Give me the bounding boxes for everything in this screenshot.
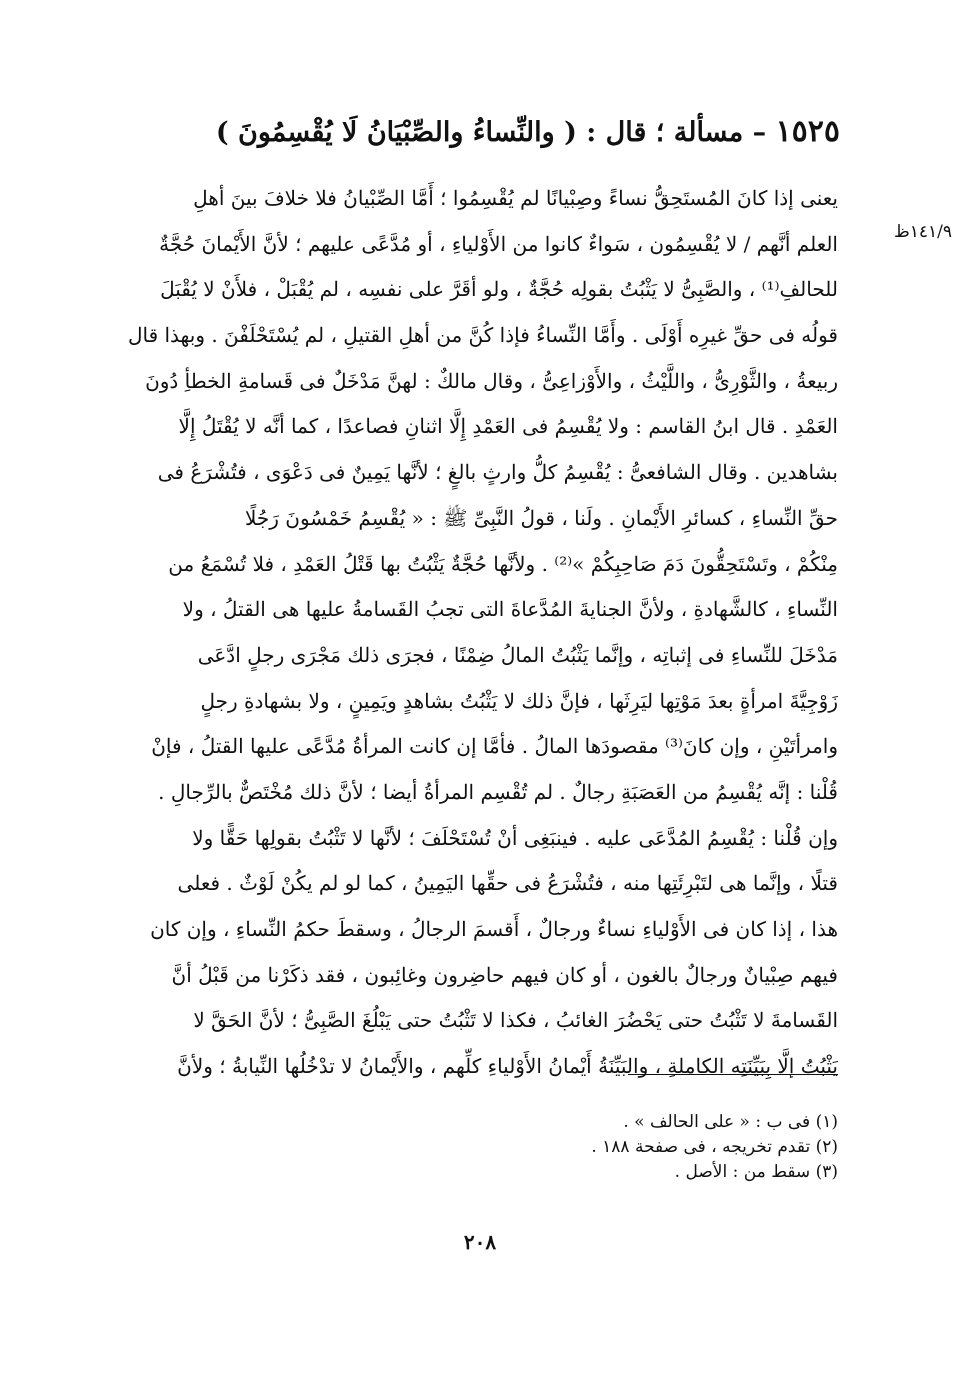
- issue-title: – مسألة ؛ قال : ( والنِّساءُ والصِّبْيَانُ لَا يُقْسِمُونَ ): [215, 117, 767, 148]
- section-heading: [150, 112, 840, 153]
- text-line: مَدْخَلَ للنِّساءِ فى إثباتِه ، وإنَّما يَثْبُتُ المالُ ضِمْنًا ، فجرَى ذلك مَجْرَى رجلٍ ادَّعَى: [197, 642, 838, 667]
- footnote: (١) فى ب : « على الحالف » .: [623, 1112, 838, 1132]
- text-line: قُلْنا : إنَّه يُقْسِمُ من العَصَبَةِ رجالٌ . لم تُقْسِم المرأةُ أيضا ؛ لأنَّ ذلك مُخْتَصٌّ بالرِّجالِ .: [158, 779, 838, 804]
- body-text: [115, 176, 838, 1090]
- text-line: النِّساءِ ، كالشَّهادةِ ، ولأنَّ الجنايةَ المُدَّعاةَ التى تجبُ القَسامةُ عليها هى القتلُ ، ولا: [182, 597, 838, 622]
- text-line: وإن قُلْنا : يُقْسِمُ المُدَّعَى عليه . فينبَغِى أنْ تُسْتَحْلَفَ ؛ لأنَّها لا تَثْبُتُ بقولِها حَقًّا ولا: [192, 825, 838, 850]
- manuscript-folio-note: ١٤١/٩ظ: [894, 222, 952, 242]
- text-line: حقِّ النِّساءِ ، كسائرِ الأَيْمانِ . ولَنا ، قولُ النَّبِىِّ ﷺ : « يُقْسِمُ خَمْسُونَ رَجُلًا: [244, 505, 838, 530]
- footnotes: [400, 1110, 838, 1185]
- text-line: يعنى إذا كانَ المُستَحِقُّ نساءً وصِبْيانًا لم يُقْسِمُوا ؛ أَمَّا الصِّبْيانُ فلا خلافَ بينَ أهلِ: [193, 186, 838, 210]
- text-line: ربيعةُ ، والثَّوْرِىُّ ، واللَّيْثُ ، والأَوْزاعِىُّ ، وقال مالكٌ : لهنَّ مَدْخَلٌ فى قَسامةِ الخطأِ دُونَ: [145, 368, 838, 393]
- footnote-divider: [628, 1074, 838, 1075]
- footnote: (٢) تقدم تخريجه ، فى صفحة ١٨٨ .: [591, 1137, 838, 1157]
- text-line: زَوْجِيَّةَ امرأةٍ بعدَ مَوْتِها ليَرِثَها ، فإنَّ ذلك لا يَثْبُتُ بشاهدٍ ويَمِينٍ ، ولا بشهادةِ رجلٍ: [200, 688, 838, 713]
- text-line: بشاهدين . وقال الشافعىُّ : يُقْسِمُ كلُّ وارثٍ بالغٍ ؛ لأنَّها يَمِينٌ فى دَعْوَى ، فتُشْرَعُ فى: [157, 460, 838, 485]
- text-line: مِنْكُمْ ، وتَسْتَحِقُّونَ دَمَ صَاحِبِكُمْ »⁽²⁾ . ولأنَّها حُجَّةٌ يَثْبُتُ بها قَتْلُ العَمْدِ ، فلا تُسْمَعُ من: [168, 551, 838, 576]
- text-line: هذا ، إذا كان فى الأَوْلياءِ نساءٌ ورجالٌ ، أَقسمَ الرجالُ ، وسقطَ حكمُ النِّساءِ ، وإن كان: [150, 917, 838, 941]
- text-line: فيهم صِبْيانٌ ورجالٌ بالغون ، أو كان فيهم حاضِرون وغائِبون ، فقد ذكَرْنا من قَبْلُ أنَّ: [171, 962, 838, 987]
- issue-number: ١٥٢٥: [775, 114, 840, 149]
- text-line: للحالفِ⁽¹⁾ ، والصَّبِىُّ لا يَثْبُتُ بقولِه حُجَّةٌ ، ولو أقَرَّ على نفسِه ، لم يُقْبَلْ ، فلأَنْ لا يُقْبَلَ: [160, 277, 838, 302]
- text-line: القَسامةَ لا تَثْبُتُ حتى يَحْضُرَ الغائبُ ، فكذا لا تَثْبُتُ حتى يَبْلُغَ الصَّبِىُّ ؛ لأنَّ الحَقَّ لا: [193, 1008, 838, 1033]
- text-line: وامرأتَيْنِ ، وإن كانَ⁽³⁾ مقصودَها المالُ . فأمَّا إن كانت المرأةُ مُدَّعًى عليها القتلُ ، فإنْ: [151, 734, 838, 759]
- text-line: العَمْدِ . قال ابنُ القاسم : ولا يُقْسِمُ فى العَمْدِ إِلَّا اثنانِ فصاعدًا ، كما أنَّه لا يُقْتَلُ إِلَّا: [178, 414, 838, 439]
- footnote: (٣) سقط من : الأصل .: [674, 1162, 838, 1182]
- text-line: يَثْبُتُ إلَّا بِبَيِّنَتِه الكاملةِ ، والبَيِّنَةُ أَيْمانُ الأَوْلياءِ كلِّهم ، والأَيْمانُ لا تدْخُلُها النِّيابةُ ؛ ولأنَّ: [177, 1054, 838, 1079]
- text-line: العلم أنَّهم / لا يُقْسِمُون ، سَواءٌ كانوا من الأَوْلياءِ ، أو مُدَّعًى عليهم ؛ لأنَّ الأَيْمانَ حُجَّةٌ: [159, 231, 838, 256]
- text-line: قولُه فى حقِّ غيرِه أَوْلَى . وأَمَّا النِّساءُ فإذا كُنَّ من أهلِ القتيلِ ، لم يُسْتَحْلَفْنَ . وبهذا قال: [127, 323, 838, 348]
- text-line: قتلًا ، وإنَّما هى لتَبْرِئَتِها منه ، فتُشْرَعُ فى حقِّها اليَمِينُ ، كما لو لم يكُنْ لَوْثٌ . فعلى: [177, 871, 838, 896]
- page-number: ٢٠٨: [463, 1230, 497, 1254]
